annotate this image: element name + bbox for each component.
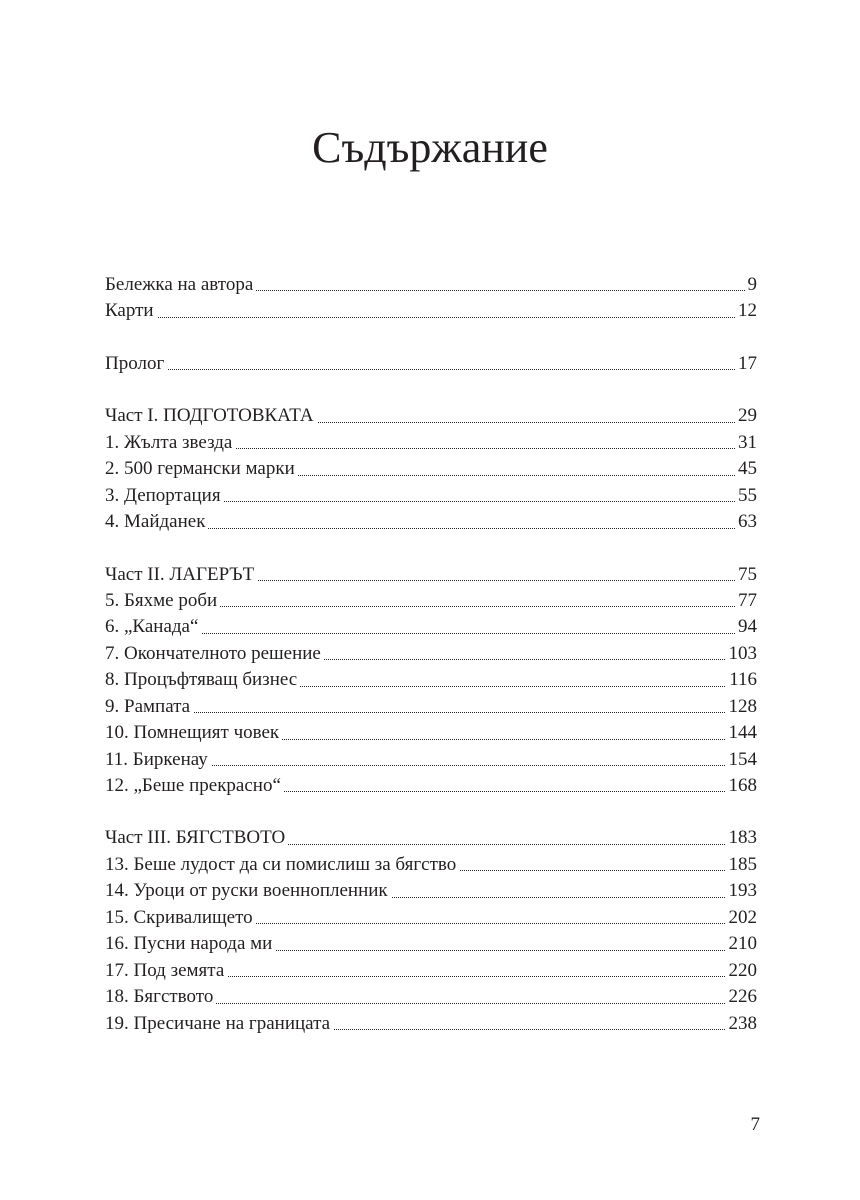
toc-entry-label: 18. Бягството <box>105 984 216 1010</box>
toc-chapter-entry <box>105 430 757 456</box>
toc-entry-page: 77 <box>735 588 757 614</box>
toc-entry-page: 103 <box>726 641 758 667</box>
toc-entry-label: 11. Биркенау <box>105 747 211 773</box>
toc-entry-label: 1. Жълта звезда <box>105 430 235 456</box>
toc-chapter-entry <box>105 747 757 773</box>
toc-entry-page: 185 <box>726 852 758 878</box>
toc-chapter-entry <box>105 694 757 720</box>
toc-entry-page: 183 <box>726 825 758 851</box>
page-number: 7 <box>750 1114 760 1135</box>
toc-entry-page: 9 <box>745 272 758 298</box>
toc-entry-page: 45 <box>735 456 757 482</box>
toc-chapter-entry <box>105 641 757 667</box>
toc-entry-page: 193 <box>726 878 758 904</box>
toc-entry-prologue <box>105 351 757 377</box>
toc-entry-label: Част I. ПОДГОТОВКАТА <box>105 403 317 429</box>
toc-entry-page: 210 <box>726 931 758 957</box>
toc-entry-label: 3. Депортация <box>105 483 224 509</box>
toc-entry-label: 13. Беше лудост да си помислиш за бягство <box>105 852 459 878</box>
toc-entry-page: 128 <box>726 694 758 720</box>
toc-entry-page: 31 <box>735 430 757 456</box>
toc-entry-page: 154 <box>726 747 758 773</box>
toc-part-heading <box>105 825 757 851</box>
toc-entry-page: 238 <box>726 1011 758 1037</box>
toc-entry-label: 10. Помнещият човек <box>105 720 282 746</box>
toc-entry-page: 168 <box>726 773 758 799</box>
section-gap <box>105 377 757 403</box>
toc-entry-label: 19. Пресичане на границата <box>105 1011 333 1037</box>
toc-entry-page: 63 <box>735 509 757 535</box>
section-gap <box>105 325 757 351</box>
toc-entry-label: Бележка на автора <box>105 272 256 298</box>
toc-chapter-entry <box>105 483 757 509</box>
page-title: Съдържание <box>312 123 548 172</box>
toc-entry-label: Част III. БЯГСТВОТО <box>105 825 288 851</box>
toc-chapter-entry <box>105 878 757 904</box>
toc-entry-label: 5. Бяхме роби <box>105 588 220 614</box>
toc-entry-label: 4. Майданек <box>105 509 208 535</box>
toc-entry-maps <box>105 298 757 324</box>
toc-entry-label: Карти <box>105 298 157 324</box>
toc-entry-label: 8. Процъфтяващ бизнес <box>105 667 300 693</box>
toc-entry-page: 144 <box>726 720 758 746</box>
toc-entry-label: 2. 500 германски марки <box>105 456 298 482</box>
toc-chapter-entry <box>105 667 757 693</box>
toc-chapter-entry <box>105 931 757 957</box>
toc-entry-page: 29 <box>735 403 757 429</box>
toc-entry-page: 220 <box>726 958 758 984</box>
toc-part-heading <box>105 562 757 588</box>
section-gap <box>105 799 757 825</box>
toc-entry-label: 7. Окончателното решение <box>105 641 324 667</box>
toc-entry-label: 12. „Беше прекрасно“ <box>105 773 284 799</box>
toc-chapter-entry <box>105 614 757 640</box>
table-of-contents <box>105 272 757 1037</box>
toc-entry-page: 226 <box>726 984 758 1010</box>
toc-entry-label: 14. Уроци от руски военнопленник <box>105 878 391 904</box>
section-gap <box>105 536 757 562</box>
toc-chapter-entry <box>105 905 757 931</box>
toc-entry-page: 55 <box>735 483 757 509</box>
toc-entry-page: 202 <box>726 905 758 931</box>
toc-chapter-entry <box>105 1011 757 1037</box>
toc-entry-label: 9. Рампата <box>105 694 193 720</box>
toc-chapter-entry <box>105 509 757 535</box>
toc-entry-page: 12 <box>735 298 757 324</box>
toc-entry-label: 15. Скривалището <box>105 905 256 931</box>
toc-entry-page: 94 <box>735 614 757 640</box>
toc-chapter-entry <box>105 720 757 746</box>
toc-entry-page: 116 <box>726 667 757 693</box>
toc-entry-label: 16. Пусни народа ми <box>105 931 275 957</box>
toc-chapter-entry <box>105 456 757 482</box>
toc-part-heading <box>105 403 757 429</box>
toc-entry-page: 17 <box>735 351 757 377</box>
toc-entry-label: Част II. ЛАГЕРЪТ <box>105 562 257 588</box>
toc-entry-author-note <box>105 272 757 298</box>
toc-chapter-entry <box>105 588 757 614</box>
toc-chapter-entry <box>105 984 757 1010</box>
toc-entry-label: 17. Под земята <box>105 958 227 984</box>
toc-entry-label: 6. „Канада“ <box>105 614 201 640</box>
toc-entry-label: Пролог <box>105 351 167 377</box>
toc-chapter-entry <box>105 852 757 878</box>
toc-entry-page: 75 <box>735 562 757 588</box>
toc-chapter-entry <box>105 958 757 984</box>
toc-chapter-entry <box>105 773 757 799</box>
